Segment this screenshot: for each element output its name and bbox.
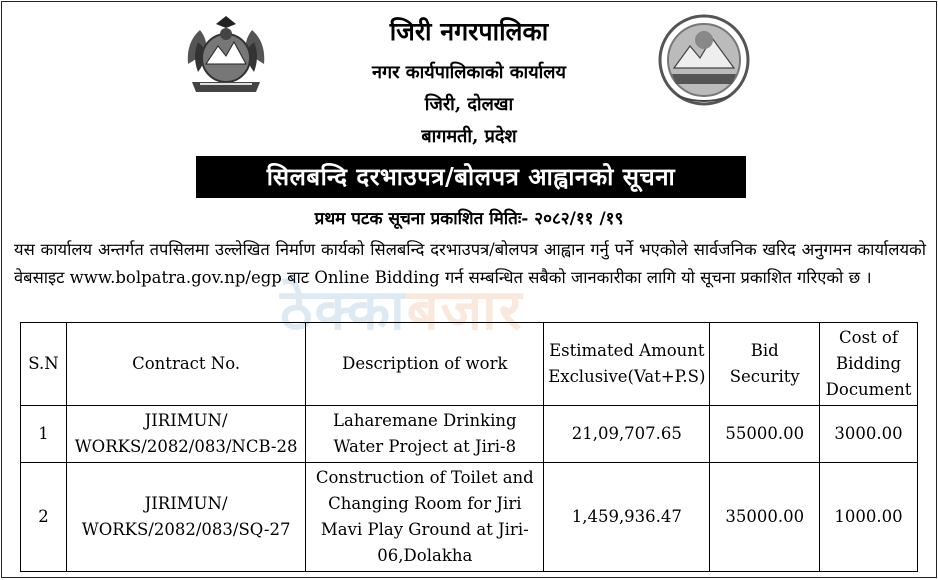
publication-date-line: प्रथम पटक सूचना प्रकाशित मितिः- २०८२/११ /१९ xyxy=(314,209,624,229)
cell-bid-security: 35000.00 xyxy=(710,463,820,572)
office-name: जिरी नगरपालिका xyxy=(389,17,549,46)
cell-description: Laharemane Drinking Water Project at Jiri-8 xyxy=(306,406,544,463)
cell-estimated-amount: 1,459,936.47 xyxy=(544,463,710,572)
cell-contract-no: JIRIMUN/ WORKS/2082/083/SQ-27 xyxy=(66,463,305,572)
notice-body-text: यस कार्यालय अन्तर्गत तपसिलमा उल्लेखित निर्माण कार्यको सिलबन्दि दरभाउपत्र/बोलपत्र आह्वान गर्नु पर्ने भएकोले सार्वजनिक खरिद अनुगमन कार्यालयको वेबसाइट www.bolpatra.gov.np/egp बाट Online Bidding गर्न सम्बन्धित सबैको जानकारीका लागि यो सूचना प्रकाशित गरिएको छ । xyxy=(14,240,926,287)
cell-contract-no: JIRIMUN/ WORKS/2082/083/NCB-28 xyxy=(66,406,305,463)
cell-document-cost: 3000.00 xyxy=(820,406,918,463)
cell-estimated-amount: 21,09,707.65 xyxy=(544,406,710,463)
office-province: बागमती, प्रदेश xyxy=(421,126,517,147)
header-contract-no: Contract No. xyxy=(66,323,305,406)
header-bid-security: Bid Security xyxy=(710,323,820,406)
table-row xyxy=(21,406,918,463)
cell-document-cost: 1000.00 xyxy=(820,463,918,572)
notice-page xyxy=(1,1,937,578)
header-estimated-amount: Estimated Amount Exclusive(Vat+P.S) xyxy=(544,323,710,406)
cell-sn: 1 xyxy=(21,406,67,463)
cell-description: Construction of Toilet and Changing Room for Jiri Mavi Play Ground at Jiri-06,Dolakha xyxy=(306,463,544,572)
office-subtitle: नगर कार्यपालिकाको कार्यालय xyxy=(372,62,566,83)
watermark-part1: ठेक्का xyxy=(280,278,407,343)
bid-table xyxy=(20,322,918,572)
header-sn: S.N xyxy=(21,323,67,406)
table-row xyxy=(21,463,918,572)
header-description: Description of work xyxy=(306,323,544,406)
notice-title-banner: सिलबन्दि दरभाउपत्र/बोलपत्र आह्वानको सूचना xyxy=(196,156,746,198)
watermark-part2: बजार xyxy=(406,278,524,343)
office-location: जिरी, दोलखा xyxy=(424,94,514,115)
header-document-cost: Cost of Bidding Document xyxy=(820,323,918,406)
table-header-row xyxy=(21,323,918,406)
cell-sn: 2 xyxy=(21,463,67,572)
cell-bid-security: 55000.00 xyxy=(710,406,820,463)
